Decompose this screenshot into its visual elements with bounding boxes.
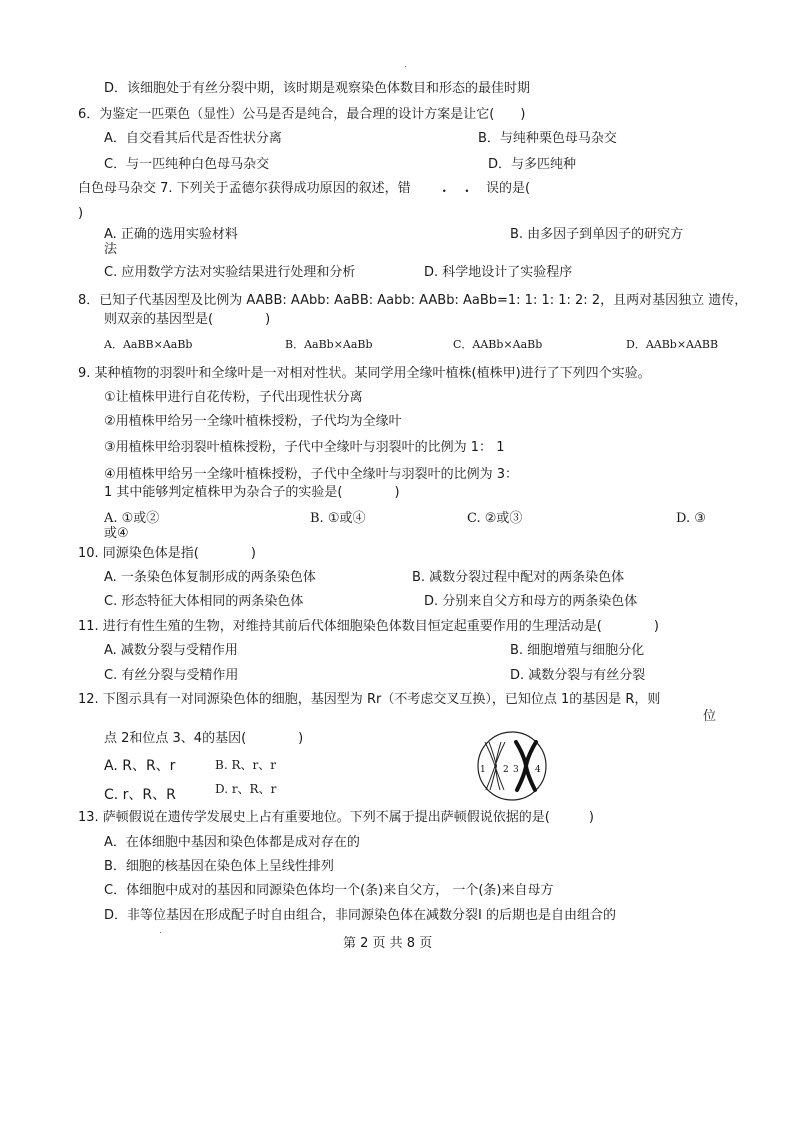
q8-stem-line2: 则双亲的基因型是( ) bbox=[104, 312, 271, 327]
q7-option-b: B. 由多因子到单因子的研究方 bbox=[510, 227, 684, 242]
q9-option-d: D. ③ bbox=[676, 511, 706, 526]
q9-experiment-4: ④用植株甲给另一全缘叶植株授粉，子代中全缘叶与羽裂叶的比例为 3： bbox=[104, 467, 519, 482]
q5-option-d: D．该细胞处于有丝分裂中期，该时期是观察染色体数目和形态的最佳时期 bbox=[104, 81, 531, 96]
q9-experiment-4-cont: 1 其中能够判定植株甲为杂合子的实验是( ) bbox=[104, 485, 400, 500]
q11-stem: 11. 进行有性生殖的生物，对维持其前后代体细胞染色体数目恒定起重要作用的生理活动是( ) bbox=[78, 619, 659, 634]
q9-option-c: C. ②或③ bbox=[467, 511, 523, 526]
q12-stem: 12. 下图示具有一对同源染色体的细胞，基因型为 Rr（不考虑交叉互换），已知位点 1的基因是 R，则 bbox=[78, 692, 661, 707]
q8-option-a: A．AaBB×AaBb bbox=[104, 338, 193, 351]
q9-option-b: B. ①或④ bbox=[310, 511, 366, 526]
q6-option-a: A．自交看其后代是否性状分离 bbox=[104, 131, 282, 146]
q7-option-b-cont: 法 bbox=[104, 242, 118, 257]
q8-option-b: B．AaBb×AaBb bbox=[285, 338, 373, 351]
q12-stem-end: 位 bbox=[703, 709, 717, 724]
locus-label-4: 4 bbox=[535, 765, 541, 775]
q8-option-c: C．AABb×AaBb bbox=[453, 338, 543, 351]
q7-stem-dots: . . bbox=[442, 181, 470, 196]
left-chromatid-1 bbox=[485, 742, 495, 790]
q7-stem-paren: ) bbox=[78, 206, 84, 221]
q12-option-a: A. R、R、r bbox=[104, 758, 176, 774]
q7-stem-line1: 白色母马杂交 7. 下列关于孟德尔获得成功原因的叙述，错 bbox=[78, 181, 411, 196]
q13-stem: 13. 萨顿假说在遗传学发展史上占有重要地位。下列不属于提出萨顿假说依据的是( ) bbox=[78, 810, 594, 825]
q6-stem: 6．为鉴定一匹栗色（显性）公马是否是纯合，最合理的设计方案是让它( ) bbox=[78, 107, 526, 122]
q12-option-c: C. r、R、R bbox=[104, 787, 176, 803]
scan-speck bbox=[405, 66, 406, 67]
q7-stem-line1b: 误的是( bbox=[486, 181, 531, 196]
q7-option-d: D. 科学地设计了实验程序 bbox=[424, 265, 573, 280]
locus-label-1: 1 bbox=[480, 765, 486, 775]
q9-experiment-3: ③用植株甲给羽裂叶植株授粉，子代中全缘叶与羽裂叶的比例为 1： 1 bbox=[104, 440, 505, 455]
q8-stem: 8．已知子代基因型及比例为 AABB: AAbb: AaBB: Aabb: AABb: AaBb=1: 1: 1: 1: 2: 2，且两对基因独立 遗传， bbox=[78, 293, 748, 308]
q13-option-a: A．在体细胞中基因和染色体都是成对存在的 bbox=[104, 835, 360, 850]
q9-experiment-1: ①让植株甲进行自花传粉，子代出现性状分离 bbox=[104, 390, 363, 405]
q13-option-c: C．体细胞中成对的基因和同源染色体均一个(条)来自父方， 一个(条)来自母方 bbox=[104, 883, 554, 898]
q12-stem-line2: 点 2和位点 3、4的基因( ) bbox=[104, 731, 304, 746]
q9-experiment-2: ②用植株甲给另一全缘叶植株授粉，子代均为全缘叶 bbox=[104, 414, 402, 429]
q9-stem: 9. 某种植物的羽裂叶和全缘叶是一对相对性状。某同学用全缘叶植株(植株甲)进行了下列四个实验。 bbox=[78, 366, 651, 381]
q6-option-b: B．与纯种栗色母马杂交 bbox=[478, 131, 617, 146]
q8-option-d: D．AABb×AABB bbox=[626, 338, 719, 351]
q12-option-b: B. R、r、r bbox=[215, 758, 276, 772]
q6-option-d: D．与多匹纯种 bbox=[488, 157, 577, 172]
q7-option-c: C. 应用数学方法对实验结果进行处理和分析 bbox=[104, 265, 356, 280]
q11-option-b: B. 细胞增殖与细胞分化 bbox=[510, 643, 645, 658]
page-footer: 第 2 页 共 8 页 bbox=[343, 936, 433, 951]
homologous-chromosome-diagram bbox=[476, 730, 548, 802]
locus-label-2: 2 bbox=[503, 765, 509, 775]
q11-option-c: C. 有丝分裂与受精作用 bbox=[104, 668, 239, 683]
q10-stem: 10. 同源染色体是指( ) bbox=[78, 546, 256, 561]
q11-option-d: D. 减数分裂与有丝分裂 bbox=[510, 668, 646, 683]
q10-option-c: C. 形态特征大体相同的两条染色体 bbox=[104, 594, 304, 609]
q7-option-a: A. 正确的选用实验材料 bbox=[104, 227, 238, 242]
locus-label-3: 3 bbox=[513, 765, 519, 775]
cell-diagram-svg bbox=[476, 730, 548, 802]
q9-option-d-cont: 或④ bbox=[104, 526, 129, 541]
q11-option-a: A. 减数分裂与受精作用 bbox=[104, 643, 238, 658]
q13-option-b: B．细胞的核基因在染色体上呈线性排列 bbox=[104, 859, 334, 874]
q9-option-a: A. ①或② bbox=[104, 511, 160, 526]
q10-option-a: A. 一条染色体复制形成的两条染色体 bbox=[104, 570, 316, 585]
q10-option-d: D. 分别来自父方和母方的两条染色体 bbox=[424, 594, 638, 609]
q13-option-d: D．非等位基因在形成配子时自由组合，非同源染色体在减数分裂Ⅰ 的后期也是自由组合的 bbox=[104, 908, 616, 923]
q12-option-d: D. r、R、r bbox=[215, 782, 277, 796]
q10-option-b: B. 减数分裂过程中配对的两条染色体 bbox=[412, 570, 625, 585]
q6-option-c: C．与一匹纯种白色母马杂交 bbox=[104, 157, 270, 172]
scan-speck bbox=[160, 932, 161, 933]
